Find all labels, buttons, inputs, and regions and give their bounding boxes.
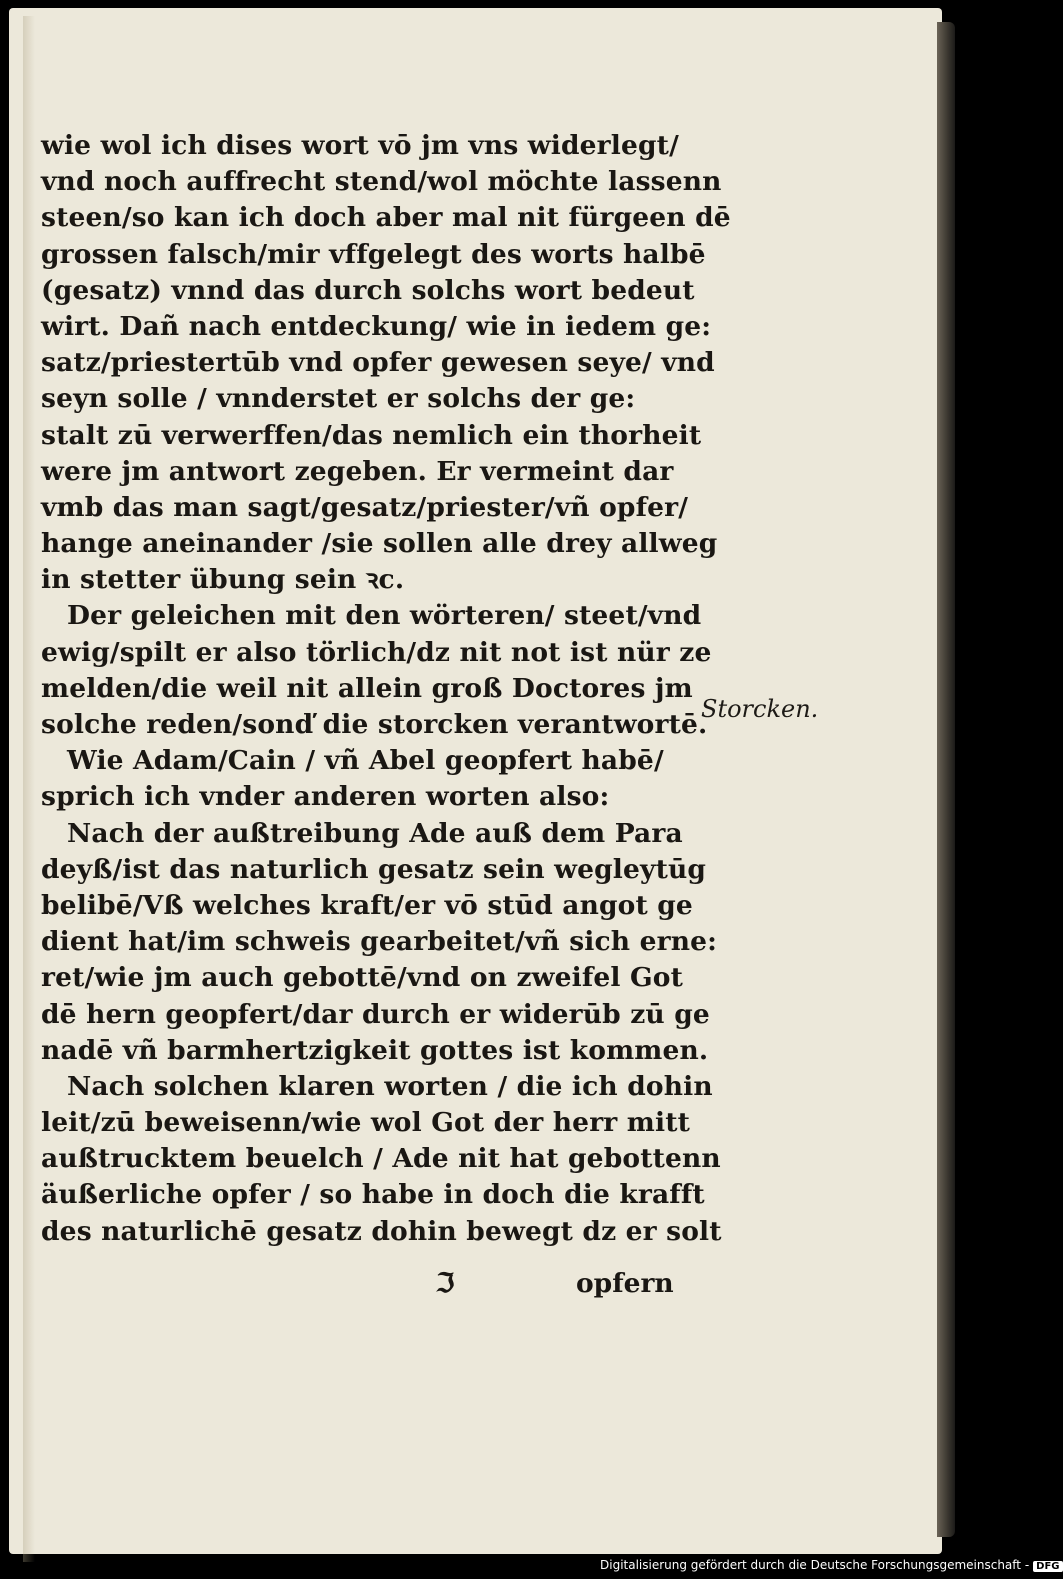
signature-line — [41, 1268, 701, 1308]
text-line: seyn solle / vnnderstet er solchs der ge: — [41, 383, 636, 415]
text-line: sprich ich vnder anderen worten also: — [41, 781, 610, 813]
page-edge-shading — [23, 16, 35, 1562]
body-text — [41, 128, 731, 1250]
text-line: ewig/spilt er also törlich/dz nit not ist nür ze — [41, 636, 712, 668]
signature-mark: ℑ — [436, 1268, 455, 1299]
text-line: wie wol ich dises wort vō jm vns widerlegt/ — [41, 130, 679, 161]
text-line: wirt. Dañ nach entdeckung/ wie in iedem ge: — [41, 310, 712, 342]
text-line: deyß/ist das naturlich gesatz sein wegleytūg — [41, 853, 707, 885]
text-line: außtrucktem beuelch / Ade nit hat gebottenn — [41, 1143, 721, 1175]
text-line: satz/priestertūb vnd opfer gewesen seye/ vnd — [41, 347, 715, 379]
text-line: Der geleichen mit den wörteren/ steet/vnd — [67, 600, 702, 632]
text-line: grossen falsch/mir vffgelegt des worts halbē — [41, 238, 706, 270]
text-line: stalt zū verwerffen/das nemlich ein thorheit — [41, 419, 702, 451]
text-line: in stetter übung sein ꝛc. — [41, 564, 405, 596]
text-line: ret/wie jm auch gebottē/vnd on zweifel Got — [41, 962, 684, 994]
book-spine-edge — [937, 22, 955, 1537]
text-line: des naturlichē gesatz dohin bewegt dz er solt — [41, 1215, 722, 1247]
text-line: belibē/Vß welches kraft/er vō stūd angot ge — [41, 889, 693, 921]
footer-text: Digitalisierung gefördert durch die Deutsche Forschungsgemeinschaft - — [600, 1558, 1030, 1572]
text-line: vnd noch auffrecht stend/wol möchte lassenn — [41, 166, 722, 198]
text-line: Wie Adam/Cain / vñ Abel geopfert habē/ — [67, 745, 664, 777]
text-line: Nach der außtreibung Ade auß dem Para — [67, 817, 683, 849]
catchword: opfern — [576, 1268, 674, 1299]
book-page — [9, 8, 942, 1554]
text-line: Nach solchen klaren worten / die ich dohin — [67, 1070, 713, 1102]
text-line: (gesatz) vnnd das durch solchs wort bedeut — [41, 274, 695, 306]
text-line: were jm antwort zegeben. Er vermeint dar — [41, 455, 674, 487]
text-line: dē hern geopfert/dar durch er widerūb zū ge — [41, 998, 710, 1030]
footer-credit — [600, 1558, 1063, 1572]
text-line: nadē vñ barmhertzigkeit gottes ist kommen. — [41, 1034, 709, 1066]
text-line: steen/so kan ich doch aber mal nit fürgeen dē — [41, 202, 731, 234]
text-line: äußerliche opfer / so habe in doch die krafft — [41, 1179, 705, 1211]
text-line: solche reden/sonď die storcken verantwortē. — [41, 709, 708, 740]
marginal-note: Storcken. — [701, 695, 819, 723]
text-line: melden/die weil nit allein groß Doctores jm — [41, 672, 693, 704]
text-line: dient hat/im schweis gearbeitet/vñ sich erne: — [41, 926, 718, 958]
text-line: vmb das man sagt/gesatz/priester/vñ opfer/ — [41, 491, 689, 523]
text-line: leit/zū beweisenn/wie wol Got der herr mitt — [41, 1107, 690, 1139]
text-line: hange aneinander /sie sollen alle drey allweg — [41, 528, 718, 560]
dfg-logo: DFG — [1033, 1561, 1062, 1572]
